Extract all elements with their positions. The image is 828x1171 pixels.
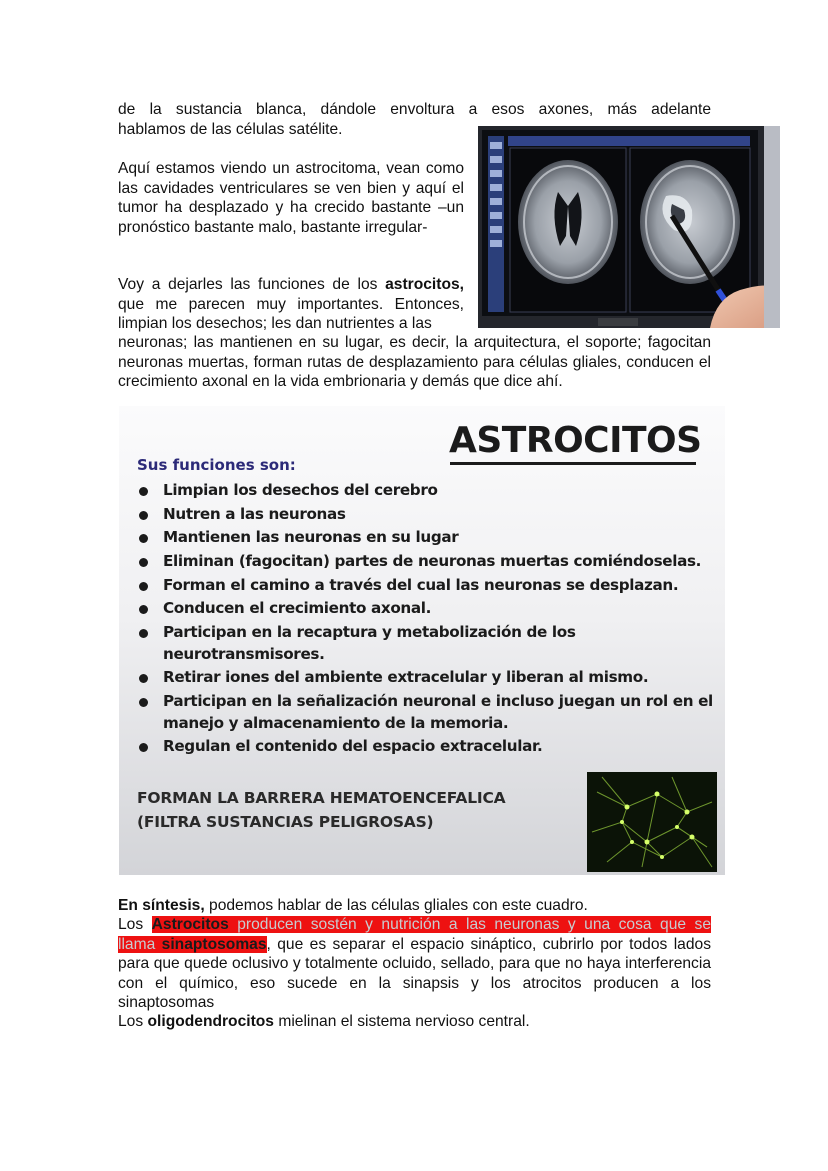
astrocitos-line-1 bbox=[118, 915, 711, 935]
llama-hl-text: llama bbox=[118, 935, 156, 953]
slide-function-list bbox=[137, 480, 717, 760]
slide-item: Limpian los desechos del cerebro bbox=[137, 480, 717, 502]
astrocitos-bold: astrocitos, bbox=[385, 276, 464, 293]
slide-title: ASTROCITOS bbox=[449, 420, 702, 461]
astrocitos-hl-bold: Astrocitos bbox=[151, 916, 229, 933]
astrocitos-hl-text: producen sostén y nutrición a las neuronas y una cosa que se bbox=[237, 916, 712, 933]
slide-footer bbox=[137, 786, 505, 834]
highlight-2 bbox=[118, 936, 267, 953]
functions-intro-wrapped: que me parecen muy importantes. Entonces, limpian los desechos; les dan nutrientes a las bbox=[118, 295, 464, 332]
slide-subtitle: Sus funciones son: bbox=[137, 456, 296, 474]
paragraph-oligodendrocitos bbox=[118, 1012, 711, 1032]
paragraph-synthesis bbox=[118, 896, 711, 916]
slide-item: Mantienen las neuronas en su lugar bbox=[137, 527, 717, 549]
slide-footer-line-1: FORMAN LA BARRERA HEMATOENCEFALICA bbox=[137, 789, 506, 807]
sinaptosomas-hl-bold: sinaptosomas bbox=[161, 935, 267, 953]
oligo-lead: Los bbox=[118, 1013, 144, 1030]
slide-footer-line-2: (FILTRA SUSTANCIAS PELIGROSAS) bbox=[137, 813, 434, 831]
slide-item: Participan en la señalización neuronal e incluso juegan un rol en el manejo y almacenamiento de la memoria. bbox=[137, 691, 717, 734]
slide-item: Forman el camino a través del cual las neuronas se desplazan. bbox=[137, 575, 717, 597]
synthesis-bold: En síntesis, bbox=[118, 897, 205, 914]
functions-intro-lead: Voy a dejarles las funciones de los bbox=[118, 276, 378, 293]
functions-intro-line bbox=[118, 275, 464, 295]
slide-title-underline bbox=[450, 462, 696, 465]
oligo-text: mielinan el sistema nervioso central. bbox=[278, 1013, 530, 1030]
astrocitos-rest: , que es separar el espacio sináptico, cubrirlo por todos lados para que quede oclusivo y totalmente ocluido, sellado, para que no haya interferencia con el químico, eso sucede en la sinapsis y los atrocitos producen a los sinaptosomas bbox=[118, 935, 711, 1011]
mri-scan-photo bbox=[478, 126, 780, 328]
astrocitos-slide bbox=[119, 406, 725, 875]
astrocitos-lead: Los bbox=[118, 916, 144, 933]
neuron-network-illustration bbox=[587, 772, 717, 872]
paragraph-functions-intro bbox=[118, 275, 464, 334]
intro-line-2: hablamos de las células satélite. bbox=[118, 120, 343, 138]
slide-item: Nutren a las neuronas bbox=[137, 504, 717, 526]
slide-item: Participan en la recaptura y metabolización de los neurotransmisores. bbox=[137, 622, 717, 665]
slide-item: Eliminan (fagocitan) partes de neuronas muertas comiéndoselas. bbox=[137, 551, 717, 573]
oligo-bold: oligodendrocitos bbox=[147, 1013, 274, 1030]
synthesis-text: podemos hablar de las células gliales con este cuadro. bbox=[209, 897, 588, 914]
neuron-network-image bbox=[587, 772, 717, 872]
intro-line-1: de la sustancia blanca, dándole envoltura a esos axones, más adelante bbox=[118, 101, 711, 118]
mri-scan-illustration bbox=[478, 126, 780, 328]
slide-item: Retirar iones del ambiente extracelular y liberan al mismo. bbox=[137, 667, 717, 689]
paragraph-functions-rest: neuronas; las mantienen en su lugar, es decir, la arquitectura, el soporte; fagocitan neuronas muertas, forman rutas de desplazamiento para células gliales, conducen el crecimiento axonal en la vida embrionaria y demás que dice ahí. bbox=[118, 334, 711, 390]
paragraph-astrocitos bbox=[118, 915, 711, 1013]
paragraph-astrocitoma: Aquí estamos viendo un astrocitoma, vean como las cavidades ventriculares se ven bien y aquí el tumor ha desplazado y ha crecido bastante –un pronóstico bastante malo, bastante irregular- bbox=[118, 160, 464, 236]
highlight-1 bbox=[152, 916, 711, 933]
slide-item: Conducen el crecimiento axonal. bbox=[137, 598, 717, 620]
slide-item: Regulan el contenido del espacio extracelular. bbox=[137, 736, 717, 758]
